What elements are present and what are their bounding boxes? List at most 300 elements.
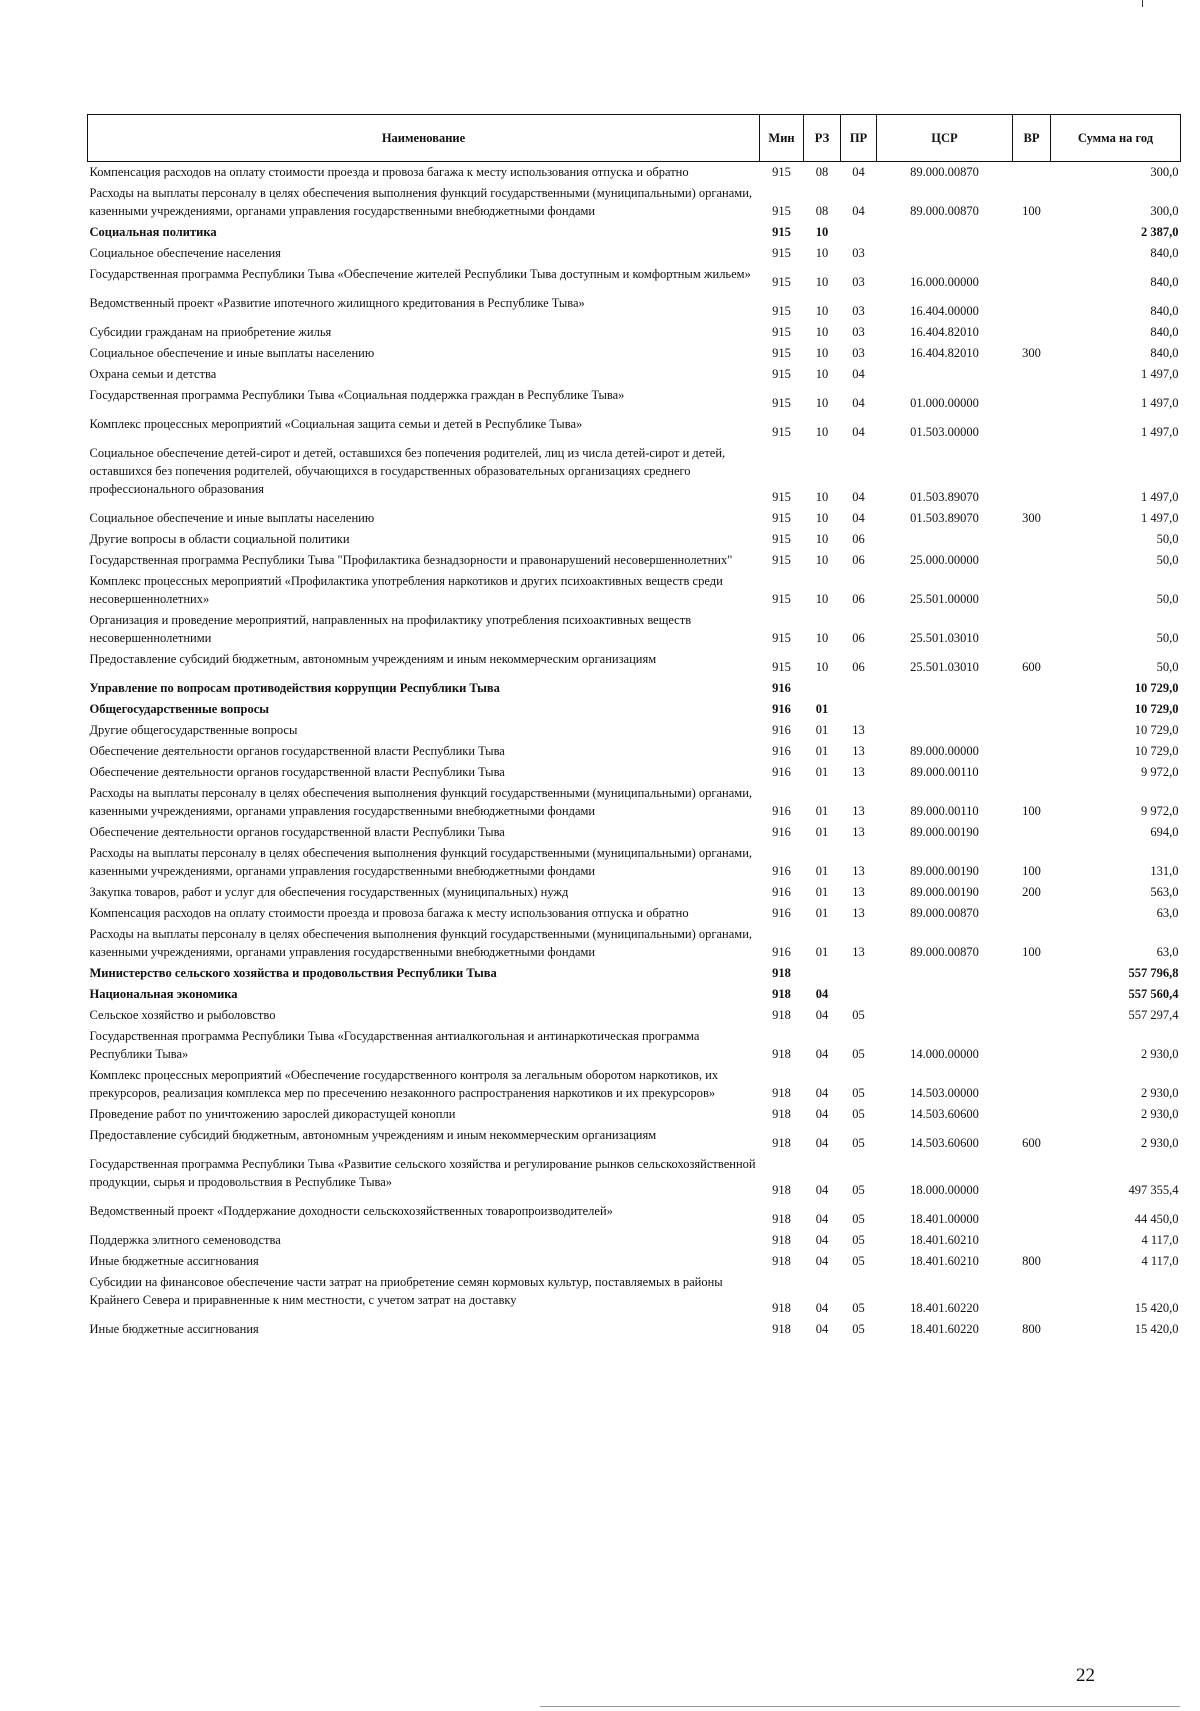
cell-min: 916 <box>772 885 791 899</box>
cell-vr <box>1013 699 1051 720</box>
cell-pr: 06 <box>852 553 865 567</box>
cell-csr: 16.404.82010 <box>910 325 979 339</box>
cell-min: 918 <box>772 1008 791 1022</box>
cell-vr: 600 <box>1022 1136 1041 1150</box>
cell-vr: 100 <box>1022 864 1041 878</box>
cell-pr: 05 <box>852 1254 865 1268</box>
cell-rz: 04 <box>815 1047 829 1061</box>
cell-name: Субсидии на финансовое обеспечение части затрат на приобретение семян кормовых культур, поставляемых в районы Крайнего Севера и приравненные к ним местности, с учетом затрат на доставку <box>89 1275 723 1307</box>
cell-csr: 18.401.00000 <box>910 1212 979 1226</box>
table-row <box>88 550 1181 571</box>
table-row <box>88 1065 1181 1104</box>
cell-name: Ведомственный проект «Развитие ипотечного жилищного кредитования в Республике Тыва» <box>89 296 585 310</box>
table-row <box>88 1230 1181 1251</box>
cell-min: 915 <box>772 204 791 218</box>
cell-min: 915 <box>772 275 791 289</box>
cell-csr: 18.401.60220 <box>910 1301 979 1315</box>
cell-rz: 10 <box>815 304 829 318</box>
budget-table <box>87 114 1181 1340</box>
cell-sum: 1 497,0 <box>1141 367 1179 381</box>
cell-pr: 04 <box>852 367 865 381</box>
cell-csr: 14.503.00000 <box>910 1086 979 1100</box>
table-row <box>88 243 1181 264</box>
cell-min: 916 <box>772 906 791 920</box>
cell-rz: 01 <box>815 825 829 839</box>
cell-sum: 2 387,0 <box>1141 225 1179 239</box>
table-row <box>88 414 1181 443</box>
bottom-rule <box>540 1706 1180 1707</box>
cell-pr <box>841 222 877 243</box>
cell-min: 915 <box>772 346 791 360</box>
cell-csr: 16.000.00000 <box>910 275 979 289</box>
cell-sum: 10 729,0 <box>1134 681 1179 695</box>
cell-vr <box>1013 984 1051 1005</box>
cell-pr <box>841 963 877 984</box>
cell-sum: 63,0 <box>1156 945 1179 959</box>
cell-pr: 04 <box>852 396 865 410</box>
cell-vr <box>1013 762 1051 783</box>
cell-min: 918 <box>772 1107 791 1121</box>
cell-csr: 14.000.00000 <box>910 1047 979 1061</box>
cell-name: Ведомственный проект «Поддержание доходности сельскохозяйственных товаропроизводителей» <box>89 1204 613 1218</box>
cell-csr: 01.503.89070 <box>910 490 979 504</box>
cell-csr: 89.000.00190 <box>910 864 979 878</box>
cell-min: 916 <box>772 702 791 716</box>
table-row <box>88 783 1181 822</box>
header-min: Мин <box>760 115 804 162</box>
cell-pr: 05 <box>852 1183 865 1197</box>
cell-vr <box>1013 822 1051 843</box>
cell-csr: 89.000.00870 <box>910 906 979 920</box>
cell-vr <box>1013 1272 1051 1319</box>
table-row <box>88 822 1181 843</box>
cell-pr: 06 <box>852 532 865 546</box>
cell-name: Другие общегосударственные вопросы <box>89 723 298 737</box>
table-row <box>88 1104 1181 1125</box>
cell-rz <box>804 963 841 984</box>
cell-rz: 10 <box>815 246 829 260</box>
cell-pr <box>841 678 877 699</box>
cell-rz: 01 <box>815 804 829 818</box>
cell-name: Расходы на выплаты персоналу в целях обеспечения выполнения функций государственными (муниципальными) органами, казенными учреждениями, органами управления государственными внебюджетными фондами <box>89 846 753 878</box>
cell-sum: 50,0 <box>1156 532 1179 546</box>
cell-vr: 100 <box>1022 945 1041 959</box>
cell-rz: 10 <box>815 396 829 410</box>
table-body <box>88 162 1181 1341</box>
cell-sum: 44 450,0 <box>1134 1212 1179 1226</box>
table-row <box>88 843 1181 882</box>
cell-name: Государственная программа Республики Тыва «Социальная поддержка граждан в Республике Тыва» <box>89 388 625 402</box>
cell-min: 915 <box>772 511 791 525</box>
cell-min: 916 <box>772 723 791 737</box>
table-row <box>88 720 1181 741</box>
cell-min: 915 <box>772 490 791 504</box>
cell-min: 918 <box>772 966 791 980</box>
cell-sum: 10 729,0 <box>1134 702 1179 716</box>
cell-vr <box>1013 414 1051 443</box>
cell-sum: 840,0 <box>1150 246 1179 260</box>
cell-sum: 2 930,0 <box>1141 1047 1179 1061</box>
cell-rz: 10 <box>815 511 829 525</box>
table-row <box>88 678 1181 699</box>
table-row <box>88 741 1181 762</box>
cell-csr <box>877 699 1013 720</box>
cell-name: Компенсация расходов на оплату стоимости проезда и провоза багажа к месту использования отпуска и обратно <box>89 165 689 179</box>
cell-csr: 25.501.00000 <box>910 592 979 606</box>
cell-vr: 300 <box>1022 511 1041 525</box>
cell-sum: 840,0 <box>1150 304 1179 318</box>
cell-rz: 01 <box>815 885 829 899</box>
cell-csr: 25.501.03010 <box>910 660 979 674</box>
table-row <box>88 762 1181 783</box>
cell-csr: 18.401.60210 <box>910 1233 979 1247</box>
cell-csr: 18.401.60220 <box>910 1322 979 1336</box>
cell-vr <box>1013 550 1051 571</box>
cell-csr <box>877 222 1013 243</box>
header-rz: РЗ <box>804 115 841 162</box>
cell-csr: 01.503.00000 <box>910 425 979 439</box>
cell-name: Министерство сельского хозяйства и продовольствия Республики Тыва <box>89 966 497 980</box>
page-number: 22 <box>1076 1665 1095 1686</box>
header-name: Наименование <box>88 115 760 162</box>
cell-min: 915 <box>772 532 791 546</box>
cell-vr <box>1013 1026 1051 1065</box>
cell-csr: 14.503.60600 <box>910 1136 979 1150</box>
cell-min: 915 <box>772 425 791 439</box>
cell-csr: 89.000.00870 <box>910 165 979 179</box>
cell-min: 916 <box>772 744 791 758</box>
cell-csr: 89.000.00870 <box>910 204 979 218</box>
cell-min: 915 <box>772 367 791 381</box>
cell-rz: 10 <box>815 367 829 381</box>
cell-min: 916 <box>772 681 791 695</box>
cell-sum: 840,0 <box>1150 346 1179 360</box>
cell-csr <box>877 678 1013 699</box>
cell-rz: 10 <box>815 225 829 239</box>
cell-pr: 04 <box>852 425 865 439</box>
cell-min: 915 <box>772 592 791 606</box>
cell-name: Государственная программа Республики Тыва «Развитие сельского хозяйства и регулирование рынков сельскохозяйственной продукции, сырья и продовольствия в Республике Тыва» <box>89 1157 756 1189</box>
cell-rz: 01 <box>815 906 829 920</box>
cell-min: 915 <box>772 246 791 260</box>
cell-rz: 10 <box>815 490 829 504</box>
cell-pr: 05 <box>852 1136 865 1150</box>
cell-vr <box>1013 1230 1051 1251</box>
cell-csr: 16.404.00000 <box>910 304 979 318</box>
cell-vr: 600 <box>1022 660 1041 674</box>
cell-min: 918 <box>772 1136 791 1150</box>
cell-pr <box>841 984 877 1005</box>
table-row <box>88 264 1181 293</box>
cell-min: 915 <box>772 396 791 410</box>
table-row <box>88 1154 1181 1201</box>
cell-name: Сельское хозяйство и рыболовство <box>89 1008 276 1022</box>
cell-name: Комплекс процессных мероприятий «Профилактика употребления наркотиков и других психоактивных веществ среди несовершеннолетних» <box>89 574 723 606</box>
cell-sum: 1 497,0 <box>1141 425 1179 439</box>
cell-rz: 04 <box>815 1008 829 1022</box>
cell-vr <box>1013 571 1051 610</box>
table-row <box>88 649 1181 678</box>
table-row <box>88 1125 1181 1154</box>
header-csr: ЦСР <box>877 115 1013 162</box>
table-row <box>88 1272 1181 1319</box>
cell-min: 915 <box>772 165 791 179</box>
cell-vr <box>1013 720 1051 741</box>
cell-name: Общегосударственные вопросы <box>89 702 270 716</box>
cell-sum: 694,0 <box>1150 825 1179 839</box>
cell-pr: 05 <box>852 1008 865 1022</box>
cell-sum: 50,0 <box>1156 631 1179 645</box>
table-row <box>88 343 1181 364</box>
cell-name: Субсидии гражданам на приобретение жилья <box>89 325 332 339</box>
cell-pr: 04 <box>852 165 865 179</box>
cell-min: 915 <box>772 631 791 645</box>
cell-min: 916 <box>772 825 791 839</box>
header-sum: Сумма на год <box>1051 115 1181 162</box>
table-row <box>88 924 1181 963</box>
cell-vr: 300 <box>1022 346 1041 360</box>
cell-rz: 10 <box>815 592 829 606</box>
cell-name: Управление по вопросам противодействия коррупции Республики Тыва <box>89 681 500 695</box>
cell-min: 916 <box>772 945 791 959</box>
cell-rz: 04 <box>815 1254 829 1268</box>
cell-sum: 557 297,4 <box>1128 1008 1179 1022</box>
cell-name: Национальная экономика <box>89 987 238 1001</box>
cell-name: Проведение работ по уничтожению зарослей дикорастущей конопли <box>89 1107 456 1121</box>
cell-vr <box>1013 364 1051 385</box>
cell-pr: 05 <box>852 1322 865 1336</box>
cell-name: Обеспечение деятельности органов государственной власти Республики Тыва <box>89 825 505 839</box>
cell-name: Расходы на выплаты персоналу в целях обеспечения выполнения функций государственными (муниципальными) органами, казенными учреждениями, органами управления государственными внебюджетными фондами <box>89 186 753 218</box>
cell-rz: 10 <box>815 325 829 339</box>
cell-min: 915 <box>772 325 791 339</box>
cell-pr: 03 <box>852 246 865 260</box>
cell-rz: 10 <box>815 346 829 360</box>
cell-pr: 05 <box>852 1086 865 1100</box>
cell-pr: 13 <box>852 744 865 758</box>
cell-rz: 01 <box>815 702 829 716</box>
cell-pr <box>841 699 877 720</box>
cell-min: 915 <box>772 225 791 239</box>
cell-rz: 04 <box>815 1301 829 1315</box>
cell-sum: 557 796,8 <box>1128 966 1179 980</box>
cell-csr: 01.503.89070 <box>910 511 979 525</box>
cell-min: 916 <box>772 864 791 878</box>
table-row <box>88 699 1181 720</box>
cell-csr <box>877 243 1013 264</box>
cell-sum: 497 355,4 <box>1128 1183 1179 1197</box>
cell-name: Компенсация расходов на оплату стоимости проезда и провоза багажа к месту использования отпуска и обратно <box>89 906 689 920</box>
cell-sum: 9 972,0 <box>1141 804 1179 818</box>
cell-csr: 89.000.00000 <box>910 744 979 758</box>
cell-min: 918 <box>772 1212 791 1226</box>
header-vr: ВР <box>1013 115 1051 162</box>
cell-name: Социальное обеспечение и иные выплаты населению <box>89 511 375 525</box>
cell-sum: 1 497,0 <box>1141 490 1179 504</box>
cell-csr: 25.000.00000 <box>910 553 979 567</box>
cell-csr <box>877 364 1013 385</box>
cell-name: Комплекс процессных мероприятий «Социальная защита семьи и детей в Республике Тыва» <box>89 417 583 431</box>
cell-name: Комплекс процессных мероприятий «Обеспечение государственного контроля за легальным оборотом наркотиков, их прекурсоров, реализация комплекса мер по пресечению незаконного распространения наркотиков и их прекурсоров» <box>89 1068 719 1100</box>
cell-name: Предоставление субсидий бюджетным, автономным учреждениям и иным некоммерческим организациям <box>89 1128 657 1142</box>
cell-name: Обеспечение деятельности органов государственной власти Республики Тыва <box>89 744 505 758</box>
cell-csr: 18.000.00000 <box>910 1183 979 1197</box>
cell-vr: 100 <box>1022 804 1041 818</box>
cell-name: Закупка товаров, работ и услуг для обеспечения государственных (муниципальных) нужд <box>89 885 569 899</box>
cell-vr: 100 <box>1022 204 1041 218</box>
cell-rz: 01 <box>815 945 829 959</box>
table-row <box>88 529 1181 550</box>
table-header <box>88 115 1181 162</box>
cell-sum: 2 930,0 <box>1141 1136 1179 1150</box>
cell-rz: 10 <box>815 532 829 546</box>
cell-vr: 800 <box>1022 1322 1041 1336</box>
table-row <box>88 610 1181 649</box>
cell-sum: 2 930,0 <box>1141 1107 1179 1121</box>
table-row <box>88 222 1181 243</box>
cell-sum: 15 420,0 <box>1134 1301 1179 1315</box>
cell-rz: 08 <box>815 204 829 218</box>
cell-pr: 06 <box>852 660 865 674</box>
cell-name: Социальная политика <box>89 225 217 239</box>
cell-sum: 840,0 <box>1150 275 1179 289</box>
cell-sum: 63,0 <box>1156 906 1179 920</box>
cell-vr <box>1013 529 1051 550</box>
cell-name: Поддержка элитного семеноводства <box>89 1233 281 1247</box>
table-row <box>88 385 1181 414</box>
cell-sum: 1 497,0 <box>1141 396 1179 410</box>
cell-vr <box>1013 963 1051 984</box>
cell-pr: 13 <box>852 864 865 878</box>
cell-vr: 200 <box>1022 885 1041 899</box>
cell-min: 918 <box>772 1047 791 1061</box>
cell-sum: 2 930,0 <box>1141 1086 1179 1100</box>
cell-sum: 50,0 <box>1156 592 1179 606</box>
cell-min: 918 <box>772 987 791 1001</box>
cell-min: 916 <box>772 804 791 818</box>
cell-sum: 10 729,0 <box>1134 744 1179 758</box>
cell-sum: 131,0 <box>1150 864 1179 878</box>
cell-sum: 300,0 <box>1150 165 1179 179</box>
cell-min: 918 <box>772 1233 791 1247</box>
cell-vr <box>1013 222 1051 243</box>
table-row <box>88 1026 1181 1065</box>
cell-rz: 08 <box>815 165 829 179</box>
cell-rz: 04 <box>815 1136 829 1150</box>
table-row <box>88 183 1181 222</box>
cell-name: Иные бюджетные ассигнования <box>89 1254 259 1268</box>
cell-csr: 18.401.60210 <box>910 1254 979 1268</box>
cell-vr <box>1013 1154 1051 1201</box>
cell-csr: 14.503.60600 <box>910 1107 979 1121</box>
cell-rz: 01 <box>815 744 829 758</box>
cell-sum: 4 117,0 <box>1141 1254 1179 1268</box>
cell-rz: 04 <box>815 1086 829 1100</box>
cell-pr: 03 <box>852 275 865 289</box>
cell-vr <box>1013 1005 1051 1026</box>
cell-name: Социальное обеспечение детей-сирот и детей, оставшихся без попечения родителей, лиц из числа детей-сирот и детей, оставшихся без попечения родителей, обучающихся в государственных образовательных организациях среднего профессионального образования <box>89 446 726 496</box>
cell-name: Предоставление субсидий бюджетным, автономным учреждениям и иным некоммерческим организациям <box>89 652 657 666</box>
cell-csr <box>877 720 1013 741</box>
cell-pr: 13 <box>852 723 865 737</box>
cell-vr <box>1013 1104 1051 1125</box>
cell-vr <box>1013 678 1051 699</box>
cell-min: 918 <box>772 1301 791 1315</box>
cell-pr: 04 <box>852 204 865 218</box>
table-row <box>88 293 1181 322</box>
table-row <box>88 322 1181 343</box>
cell-pr: 03 <box>852 304 865 318</box>
table-row <box>88 984 1181 1005</box>
cell-pr: 04 <box>852 511 865 525</box>
cell-min: 918 <box>772 1322 791 1336</box>
cell-rz: 01 <box>815 765 829 779</box>
cell-min: 915 <box>772 553 791 567</box>
cell-min: 918 <box>772 1183 791 1197</box>
cell-pr: 03 <box>852 325 865 339</box>
cell-csr <box>877 984 1013 1005</box>
cell-csr: 01.000.00000 <box>910 396 979 410</box>
table-row <box>88 443 1181 508</box>
cell-sum: 563,0 <box>1150 885 1179 899</box>
cell-pr: 05 <box>852 1301 865 1315</box>
cell-rz: 10 <box>815 660 829 674</box>
cell-min: 915 <box>772 304 791 318</box>
cell-min: 918 <box>772 1086 791 1100</box>
cell-csr <box>877 963 1013 984</box>
cell-sum: 300,0 <box>1150 204 1179 218</box>
table-row <box>88 1005 1181 1026</box>
cell-rz: 10 <box>815 275 829 289</box>
cell-name: Организация и проведение мероприятий, направленных на профилактику употребления психоактивных веществ несовершеннолетними <box>89 613 692 645</box>
cell-name: Расходы на выплаты персоналу в целях обеспечения выполнения функций государственными (муниципальными) органами, казенными учреждениями, органами управления государственными внебюджетными фондами <box>89 786 753 818</box>
cell-vr <box>1013 385 1051 414</box>
cell-name: Государственная программа Республики Тыва "Профилактика безнадзорности и правонарушений несовершеннолетних" <box>89 553 733 567</box>
cell-vr <box>1013 162 1051 184</box>
cell-pr: 04 <box>852 490 865 504</box>
cell-sum: 15 420,0 <box>1134 1322 1179 1336</box>
cell-vr <box>1013 322 1051 343</box>
table-row <box>88 882 1181 903</box>
cell-name: Охрана семьи и детства <box>89 367 217 381</box>
cell-vr <box>1013 264 1051 293</box>
cell-rz: 01 <box>815 723 829 737</box>
cell-name: Государственная программа Республики Тыва «Государственная антиалкогольная и антинаркотическая программа Республики Тыва» <box>89 1029 700 1061</box>
cell-csr: 25.501.03010 <box>910 631 979 645</box>
table-row <box>88 903 1181 924</box>
cell-csr <box>877 1005 1013 1026</box>
cell-csr: 89.000.00190 <box>910 885 979 899</box>
cell-rz: 04 <box>815 987 829 1001</box>
cell-name: Государственная программа Республики Тыва «Обеспечение жителей Республики Тыва доступным и комфортным жильем» <box>89 267 751 281</box>
cell-rz: 01 <box>815 864 829 878</box>
header-pr: ПР <box>841 115 877 162</box>
cell-rz: 10 <box>815 631 829 645</box>
cell-name: Иные бюджетные ассигнования <box>89 1322 259 1336</box>
cell-vr <box>1013 1201 1051 1230</box>
table-row <box>88 1201 1181 1230</box>
cell-sum: 9 972,0 <box>1141 765 1179 779</box>
cell-name: Расходы на выплаты персоналу в целях обеспечения выполнения функций государственными (муниципальными) органами, казенными учреждениями, органами управления государственными внебюджетными фондами <box>89 927 753 959</box>
cell-min: 916 <box>772 765 791 779</box>
cell-csr: 89.000.00110 <box>910 765 979 779</box>
cell-rz: 04 <box>815 1322 829 1336</box>
cell-pr: 13 <box>852 804 865 818</box>
cell-pr: 13 <box>852 885 865 899</box>
cell-vr <box>1013 903 1051 924</box>
cell-csr: 89.000.00110 <box>910 804 979 818</box>
cell-rz: 04 <box>815 1233 829 1247</box>
